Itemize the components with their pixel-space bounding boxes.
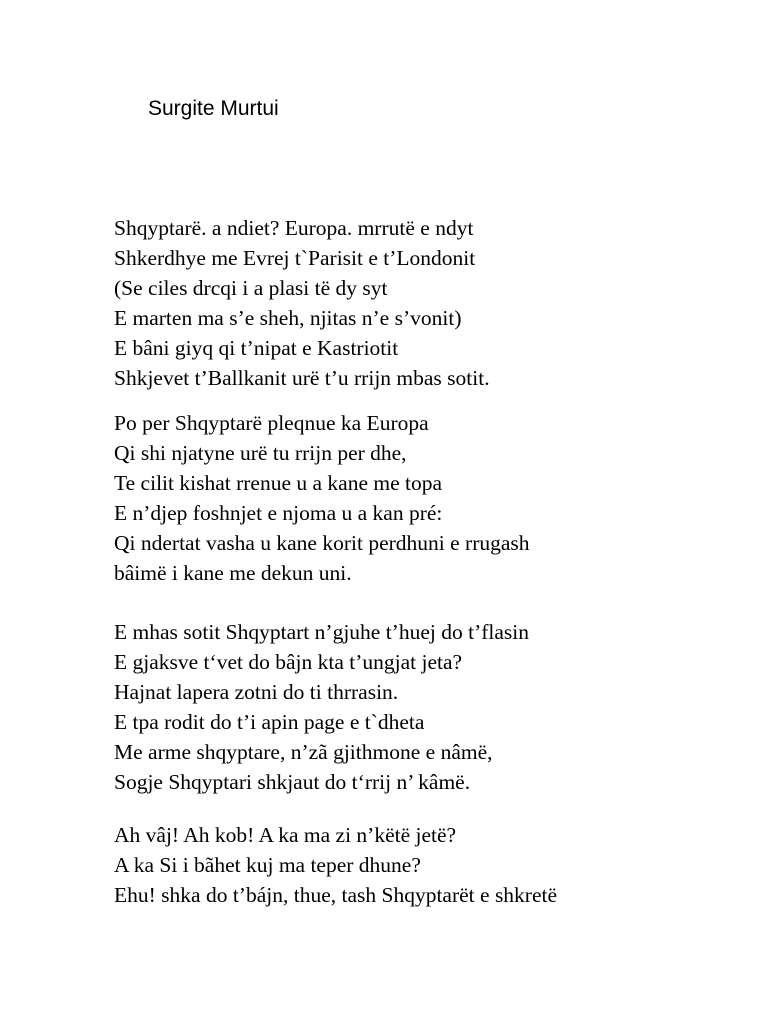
poem-stanza-1 <box>114 213 490 393</box>
poem-line: Ehu! shka do t’bájn, thue, tash Shqyptarët e shkretë <box>114 883 558 907</box>
poem-line: E bâni giyq qi t’nipat e Kastriotit <box>114 336 399 360</box>
poem-stanza-4 <box>114 820 557 910</box>
poem-line: Sogje Shqyptari shkjaut do t‘rrij n’ kâmë. <box>114 770 471 794</box>
poem-line: Shkjevet t’Ballkanit urë t’u rrijn mbas sotit. <box>114 366 490 390</box>
poem-line: Qi ndertat vasha u kane korit perdhuni e rrugash <box>114 531 530 555</box>
poem-line: (Se ciles drcqi i a plasi të dy syt <box>114 276 388 300</box>
poem-line: A ka Si i bãhet kuj ma teper dhune? <box>114 853 421 877</box>
poem-line: E gjaksve t‘vet do bâjn kta t’ungjat jeta? <box>114 650 463 674</box>
poem-line: Hajnat lapera zotni do ti thrrasin. <box>114 680 399 704</box>
poem-line: bâimë i kane me dekun uni. <box>114 561 352 585</box>
poem-line: Te cilit kishat rrenue u a kane me topa <box>114 471 443 495</box>
poem-stanza-3 <box>114 617 529 797</box>
poem-line: E n’djep foshnjet e njoma u a kan pré: <box>114 501 443 525</box>
poem-line: Ah vâj! Ah kob! A ka ma zi n’këtë jetë? <box>114 823 457 847</box>
poem-line: E marten ma s’e sheh, njitas n’e s’vonit) <box>114 306 462 330</box>
poem-line: Shkerdhye me Evrej t`Parisit e t’Londonit <box>114 246 476 270</box>
poem-line: E tpa rodit do t’i apin page e t`dheta <box>114 710 425 734</box>
poem-line: E mhas sotit Shqyptart n’gjuhe t’huej do t’flasin <box>114 620 530 644</box>
page-title: Surgite Murtui <box>148 97 279 120</box>
poem-line: Me arme shqyptare, n’zã gjithmone e nâmë, <box>114 740 493 764</box>
poem-stanza-2 <box>114 408 530 588</box>
poem-line: Po per Shqyptarë pleqnue ka Europa <box>114 411 429 435</box>
poem-line: Qi shi njatyne urë tu rrijn per dhe, <box>114 441 407 465</box>
poem-line: Shqyptarë. a ndiet? Europa. mrrutë e ndyt <box>114 216 474 240</box>
